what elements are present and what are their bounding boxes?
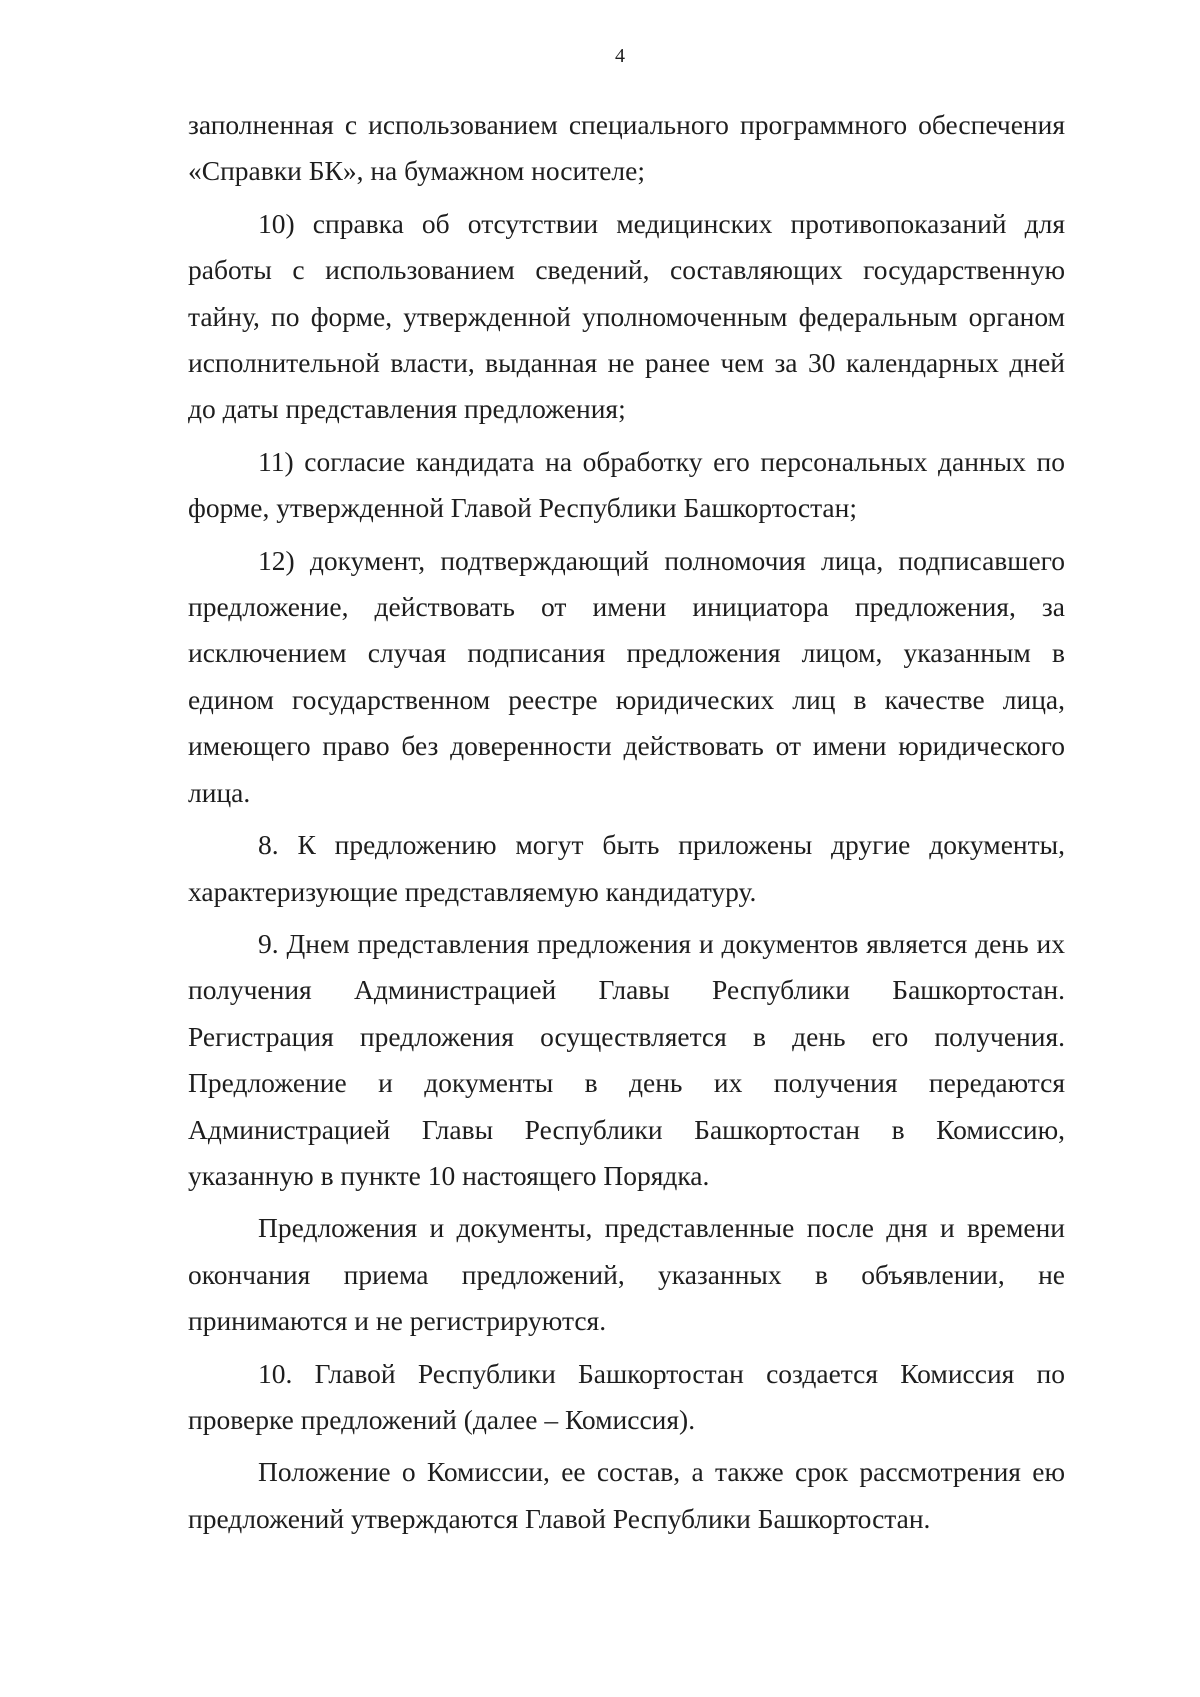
paragraph-clause-10-commission-regulation: Положение о Комиссии, ее состав, а также срок рассмотрения ею предложений утверждаются Главой Республики Башкортостан. [188, 1456, 1065, 1534]
document-body [188, 102, 1065, 1542]
paragraph-clause-9: 9. Днем представления предложения и документов является день их получения Администрацией Главы Республики Башкортостан. Регистрация предложения осуществляется в день его получения. Предложение и документы в день их получения передаются Администрацией Главы Республики Башкортостан в Комиссию, указанную в пункте 10 настоящего Порядка. [188, 927, 1065, 1191]
paragraph-clause-10: 10. Главой Республики Башкортостан создается Комиссия по проверке предложений (далее – Комиссия). [188, 1357, 1065, 1435]
paragraph-continuation: заполненная с использованием специального программного обеспечения «Справки БК», на бумажном носителе; [188, 109, 1065, 187]
paragraph-item-10: 10) справка об отсутствии медицинских противопоказаний для работы с использованием сведений, составляющих государственную тайну, по форме, утвержденной уполномоченным федеральным органом исполнительной власти, выданная не ранее чем за 30 календарных дней до даты представления предложения; [188, 207, 1065, 425]
page-number: 4 [615, 45, 625, 67]
paragraph-clause-8: 8. К предложению могут быть приложены другие документы, характеризующие представляемую кандидатуру. [188, 829, 1065, 907]
paragraph-clause-9-late-submissions: Предложения и документы, представленные после дня и времени окончания приема предложений, указанных в объявлении, не принимаются и не регистрируются. [188, 1212, 1065, 1337]
paragraph-item-11: 11) согласие кандидата на обработку его персональных данных по форме, утвержденной Главой Республики Башкортостан; [188, 445, 1065, 524]
paragraph-item-12: 12) документ, подтверждающий полномочия лица, подписавшего предложение, действовать от имени инициатора предложения, за исключением случая подписания предложения лицом, указанным в едином государственном реестре юридических лиц в качестве лица, имеющего право без доверенности действовать от имени юридического лица. [188, 544, 1065, 808]
